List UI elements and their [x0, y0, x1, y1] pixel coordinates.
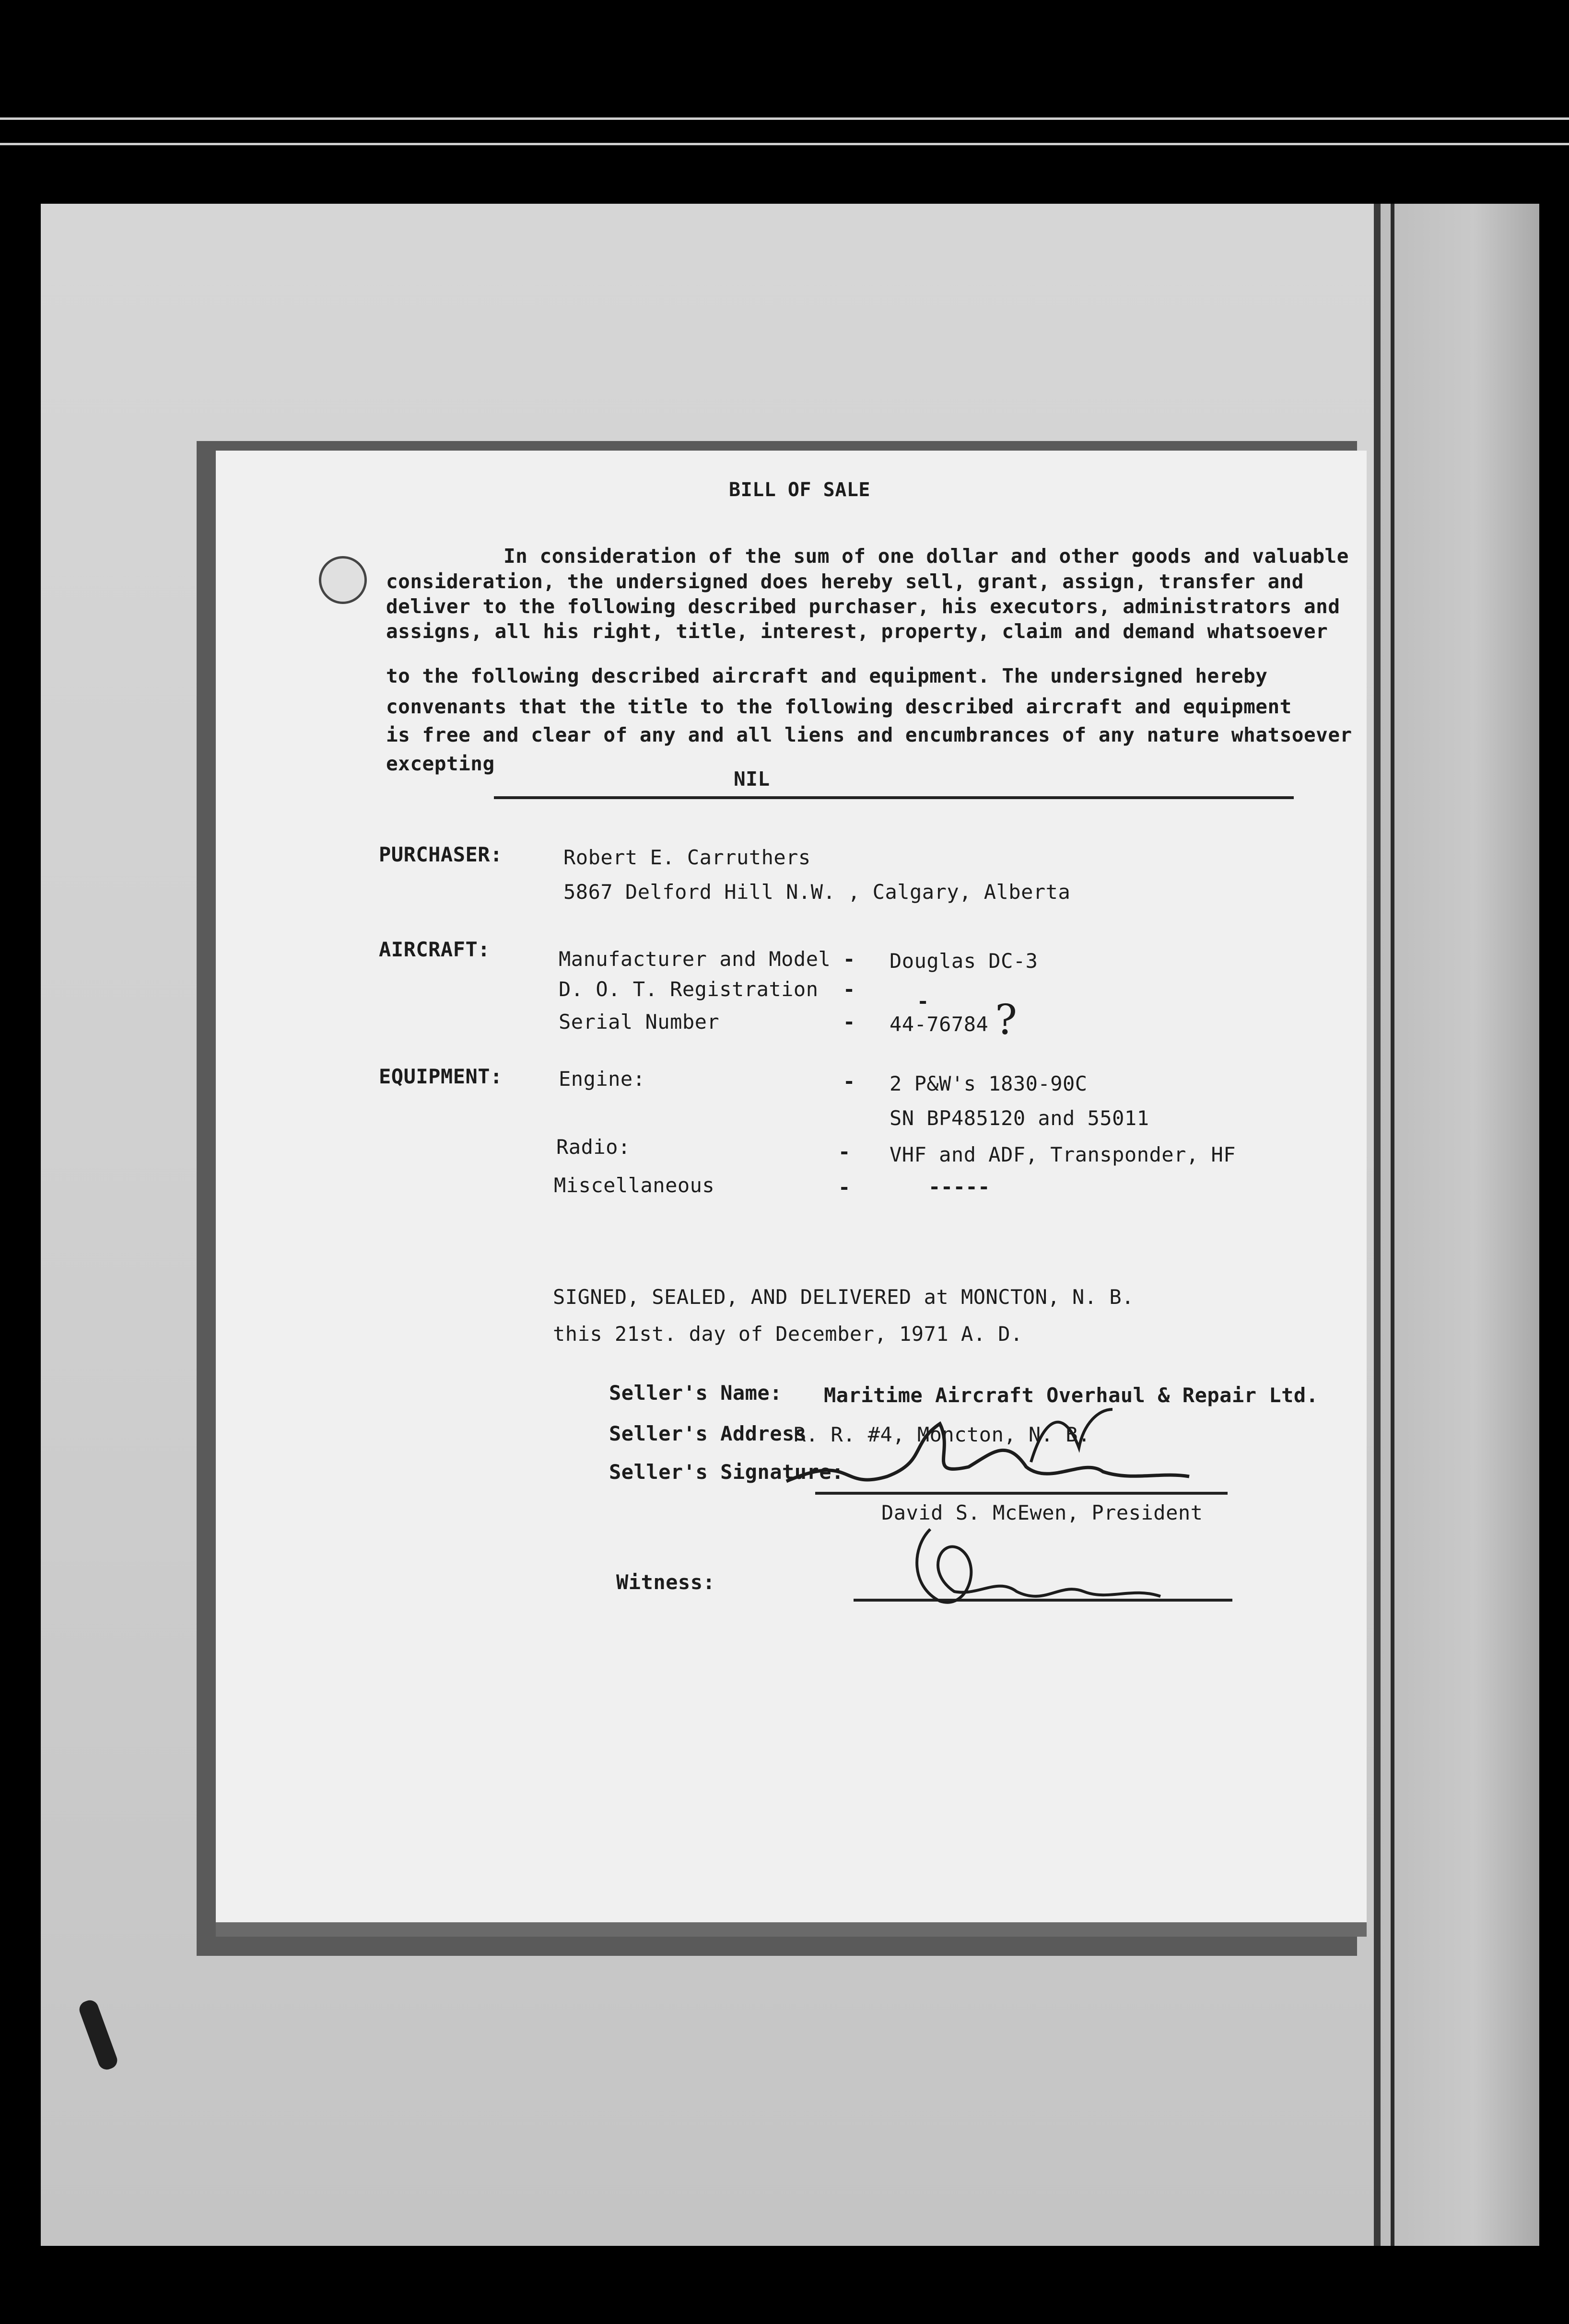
paragraph-line-5: to the following described aircraft and equipment. The undersigned hereby: [386, 664, 1268, 687]
board-right-edge: [1374, 204, 1539, 2246]
paragraph-line-6: convenants that the title to the following described aircraft and equipment: [386, 695, 1292, 718]
aircraft-value-serial: 44-76784: [890, 1012, 989, 1036]
paragraph-line-2: consideration, the undersigned does hereby sell, grant, assign, transfer and: [386, 570, 1304, 593]
equipment-value-engine: 2 P&W's 1830-90C: [890, 1072, 1088, 1095]
equipment-dash-misc: -: [838, 1175, 851, 1199]
seller-signature-icon: [767, 1395, 1199, 1491]
seller-signature-label: Seller's Signature:: [609, 1460, 844, 1484]
paragraph-line-8: excepting: [386, 752, 495, 775]
purchaser-label: PURCHASER:: [379, 843, 503, 866]
aircraft-value-registration: -: [917, 989, 929, 1013]
aircraft-field-registration: D. O. T. Registration: [559, 977, 819, 1001]
purchaser-name: Robert E. Carruthers: [563, 846, 811, 869]
seller-address-label: Seller's Address: [609, 1422, 807, 1445]
equipment-value-misc: -----: [928, 1175, 990, 1198]
punch-hole-icon: [319, 556, 367, 604]
aircraft-dash-model: -: [843, 947, 855, 971]
seller-signature-line: [815, 1492, 1228, 1495]
seller-signer-name: David S. McEwen, President: [881, 1501, 1203, 1524]
equipment-label: EQUIPMENT:: [379, 1065, 503, 1088]
seller-name-value: Maritime Aircraft Overhaul & Repair Ltd.: [824, 1383, 1319, 1407]
document-title: BILL OF SALE: [729, 479, 870, 501]
scan-frame-line-upper: [0, 143, 1569, 145]
equipment-dash-radio: -: [838, 1140, 851, 1163]
seller-address-value: R. R. #4, Moncton, N. B.: [794, 1423, 1090, 1446]
excepting-value: NIL: [734, 767, 770, 790]
aircraft-value-model: Douglas DC-3: [890, 949, 1038, 973]
aircraft-field-model: Manufacturer and Model: [559, 947, 831, 971]
aircraft-field-serial: Serial Number: [559, 1010, 720, 1034]
witness-signature-icon: [902, 1520, 1170, 1615]
purchaser-address: 5867 Delford Hill N.W. , Calgary, Alberta: [563, 880, 1071, 904]
excepting-underline: [494, 796, 1294, 799]
equipment-dash-engine: -: [843, 1069, 855, 1093]
equipment-field-misc: Miscellaneous: [554, 1174, 715, 1197]
equipment-field-engine: Engine:: [559, 1067, 645, 1091]
paragraph-line-7: is free and clear of any and all liens and encumbrances of any nature whatsoever: [386, 723, 1352, 746]
aircraft-dash-serial: -: [843, 1010, 855, 1034]
aircraft-dash-registration: -: [843, 977, 855, 1001]
seller-name-label: Seller's Name:: [609, 1381, 783, 1405]
signed-line-2: this 21st. day of December, 1971 A. D.: [553, 1322, 1023, 1346]
equipment-value-radio: VHF and ADF, Transponder, HF: [890, 1143, 1236, 1166]
aircraft-label: AIRCRAFT:: [379, 938, 491, 961]
equipment-value-engine-serials: SN BP485120 and 55011: [890, 1106, 1149, 1130]
paragraph-line-4: assigns, all his right, title, interest, property, claim and demand whatsoever: [386, 620, 1328, 643]
scan-frame-line-top: [0, 117, 1569, 120]
serial-question-mark: ?: [995, 996, 1018, 1044]
paragraph-line-3: deliver to the following described purchaser, his executors, administrators and: [386, 595, 1340, 618]
paragraph-line-1: In consideration of the sum of one dollar and other goods and valuable: [503, 545, 1349, 568]
witness-label: Witness:: [616, 1570, 715, 1594]
equipment-field-radio: Radio:: [556, 1135, 631, 1159]
board-edge-line: [1391, 204, 1394, 2246]
signed-line-1: SIGNED, SEALED, AND DELIVERED at MONCTON, N. B.: [553, 1285, 1134, 1309]
